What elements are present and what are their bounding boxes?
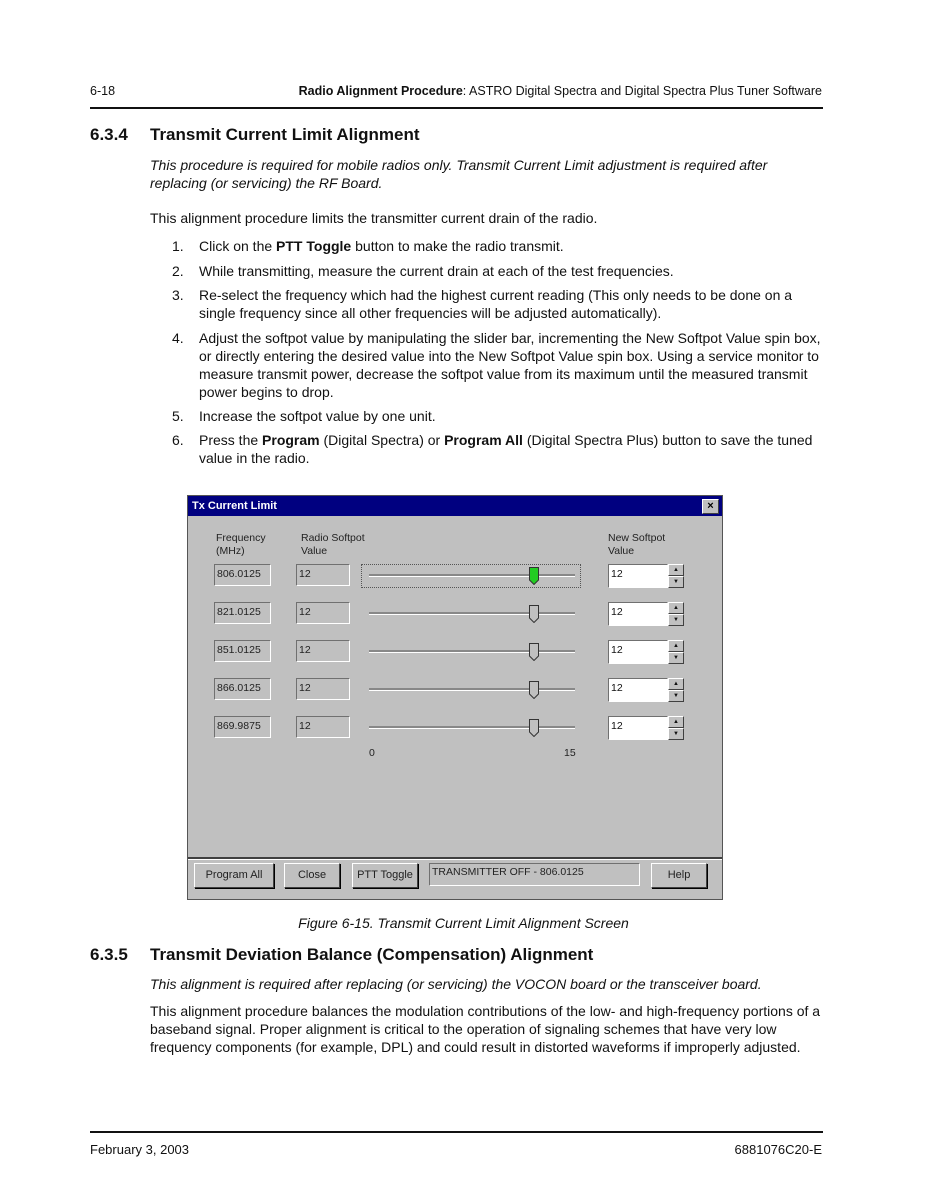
frequency-field: 866.0125 bbox=[214, 678, 271, 700]
status-field: TRANSMITTER OFF - 806.0125 bbox=[429, 863, 640, 886]
dialog-title: Tx Current Limit bbox=[192, 500, 277, 512]
frequency-field: 806.0125 bbox=[214, 564, 271, 586]
slider-thumb[interactable] bbox=[529, 567, 539, 585]
spin-up-icon[interactable]: ▲ bbox=[668, 602, 684, 614]
new-softpot-input[interactable]: 12 bbox=[608, 602, 668, 626]
slider-track[interactable] bbox=[369, 650, 575, 653]
spin-up-icon[interactable]: ▲ bbox=[668, 564, 684, 576]
step-bold: PTT Toggle bbox=[276, 238, 352, 254]
spin-down-icon[interactable]: ▼ bbox=[668, 652, 684, 664]
slider-track[interactable] bbox=[369, 612, 575, 615]
step-number: 4. bbox=[172, 330, 184, 346]
dialog-title-bar bbox=[188, 496, 722, 516]
spin-down-icon[interactable]: ▼ bbox=[668, 614, 684, 626]
new-softpot-input[interactable]: 12 bbox=[608, 716, 668, 740]
new-softpot-header: New Softpot Value bbox=[608, 532, 666, 557]
radio-softpot-field: 12 bbox=[296, 602, 350, 624]
section-number: 6.3.4 bbox=[90, 125, 128, 144]
radio-softpot-field: 12 bbox=[296, 716, 350, 738]
section-title: Transmit Current Limit Alignment bbox=[150, 125, 420, 144]
step-text: Press the bbox=[199, 432, 263, 448]
section-title: Transmit Deviation Balance (Compensation) Alignment bbox=[150, 945, 594, 964]
step-text: Click on the bbox=[199, 238, 277, 254]
spin-up-icon[interactable]: ▲ bbox=[668, 716, 684, 728]
spin-up-icon[interactable]: ▲ bbox=[668, 640, 684, 652]
close-icon[interactable]: × bbox=[702, 499, 719, 514]
frequency-header: Frequency (MHz) bbox=[216, 532, 266, 557]
frequency-field: 821.0125 bbox=[214, 602, 271, 624]
footer-date: February 3, 2003 bbox=[90, 1142, 190, 1157]
step-number: 1. bbox=[172, 238, 184, 254]
step-text: Adjust the softpot value by manipulating the slider bar, incrementing the New Softpot Value spin box, or directly entering the desired value into the New Softpot Value spin box. Using a service monitor to measure transmit power, decrease the softpot value from its maximum until the measured transmit power begins to drop. bbox=[199, 330, 821, 400]
slider-min-label: 0 bbox=[369, 747, 375, 759]
section-intro: This alignment procedure limits the transmitter current drain of the radio. bbox=[150, 210, 598, 226]
step-number: 3. bbox=[172, 287, 184, 303]
tx-current-limit-dialog bbox=[187, 495, 723, 900]
slider-track[interactable] bbox=[369, 688, 575, 691]
slider-thumb[interactable] bbox=[529, 681, 539, 699]
slider-thumb[interactable] bbox=[529, 719, 539, 737]
step-text: (Digital Spectra) or bbox=[319, 432, 445, 448]
spin-down-icon[interactable]: ▼ bbox=[668, 576, 684, 588]
help-button[interactable]: Help bbox=[651, 863, 707, 888]
step-bold: Program bbox=[262, 432, 320, 448]
radio-softpot-field: 12 bbox=[296, 678, 350, 700]
step-text: Re-select the frequency which had the highest current reading (This only needs to be done on a single frequency since all other frequencies will be adjusted automatically). bbox=[199, 287, 793, 321]
header-rest: : ASTRO Digital Spectra and Digital Spectra Plus Tuner Software bbox=[462, 84, 822, 98]
step-text: Increase the softpot value by one unit. bbox=[199, 408, 436, 424]
spin-up-icon[interactable]: ▲ bbox=[668, 678, 684, 690]
step-text: (Digital Spectra Plus) button to save the tuned value in the radio. bbox=[199, 432, 813, 466]
slider-track[interactable] bbox=[369, 574, 575, 577]
frequency-field: 869.9875 bbox=[214, 716, 271, 738]
section-note: This procedure is required for mobile radios only. Transmit Current Limit adjustment is required after replacing (or servicing) the RF Board. bbox=[150, 157, 768, 191]
step-text: While transmitting, measure the current drain at each of the test frequencies. bbox=[199, 263, 674, 279]
header-rule bbox=[90, 107, 823, 109]
ptt-toggle-button[interactable]: PTT Toggle bbox=[352, 863, 418, 888]
slider-thumb[interactable] bbox=[529, 605, 539, 623]
new-softpot-input[interactable]: 12 bbox=[608, 640, 668, 664]
slider-max-label: 15 bbox=[564, 747, 576, 759]
new-softpot-input[interactable]: 12 bbox=[608, 678, 668, 702]
step-number: 6. bbox=[172, 432, 184, 448]
spin-down-icon[interactable]: ▼ bbox=[668, 690, 684, 702]
radio-softpot-field: 12 bbox=[296, 564, 350, 586]
footer-rule bbox=[90, 1131, 823, 1133]
section-number: 6.3.5 bbox=[90, 945, 128, 964]
step-text: button to make the radio transmit. bbox=[351, 238, 564, 254]
section-body: This alignment procedure balances the modulation contributions of the low- and high-frequency portions of a baseband signal. Proper alignment is critical to the operation of signaling schemes that have very low frequency components (for example, DPL) and could result in distorted waveforms if improperly adjusted. bbox=[150, 1003, 821, 1055]
slider-track[interactable] bbox=[369, 726, 575, 729]
running-header bbox=[299, 84, 822, 98]
footer-doc-number: 6881076C20-E bbox=[734, 1142, 822, 1157]
step-bold: Program All bbox=[444, 432, 523, 448]
figure-caption: Figure 6-15. Transmit Current Limit Alignment Screen bbox=[298, 915, 629, 931]
step-number: 5. bbox=[172, 408, 184, 424]
header-bold: Radio Alignment Procedure bbox=[298, 84, 463, 98]
program-all-button[interactable]: Program All bbox=[194, 863, 274, 888]
slider-thumb[interactable] bbox=[529, 643, 539, 661]
dialog-separator bbox=[188, 857, 722, 860]
frequency-field: 851.0125 bbox=[214, 640, 271, 662]
radio-softpot-field: 12 bbox=[296, 640, 350, 662]
close-button[interactable]: Close bbox=[284, 863, 340, 888]
section-note: This alignment is required after replacing (or servicing) the VOCON board or the transceiver board. bbox=[150, 976, 762, 992]
step-number: 2. bbox=[172, 263, 184, 279]
radio-softpot-header: Radio Softpot Value bbox=[301, 532, 365, 557]
spin-down-icon[interactable]: ▼ bbox=[668, 728, 684, 740]
new-softpot-input[interactable]: 12 bbox=[608, 564, 668, 588]
page-number: 6-18 bbox=[90, 84, 116, 98]
